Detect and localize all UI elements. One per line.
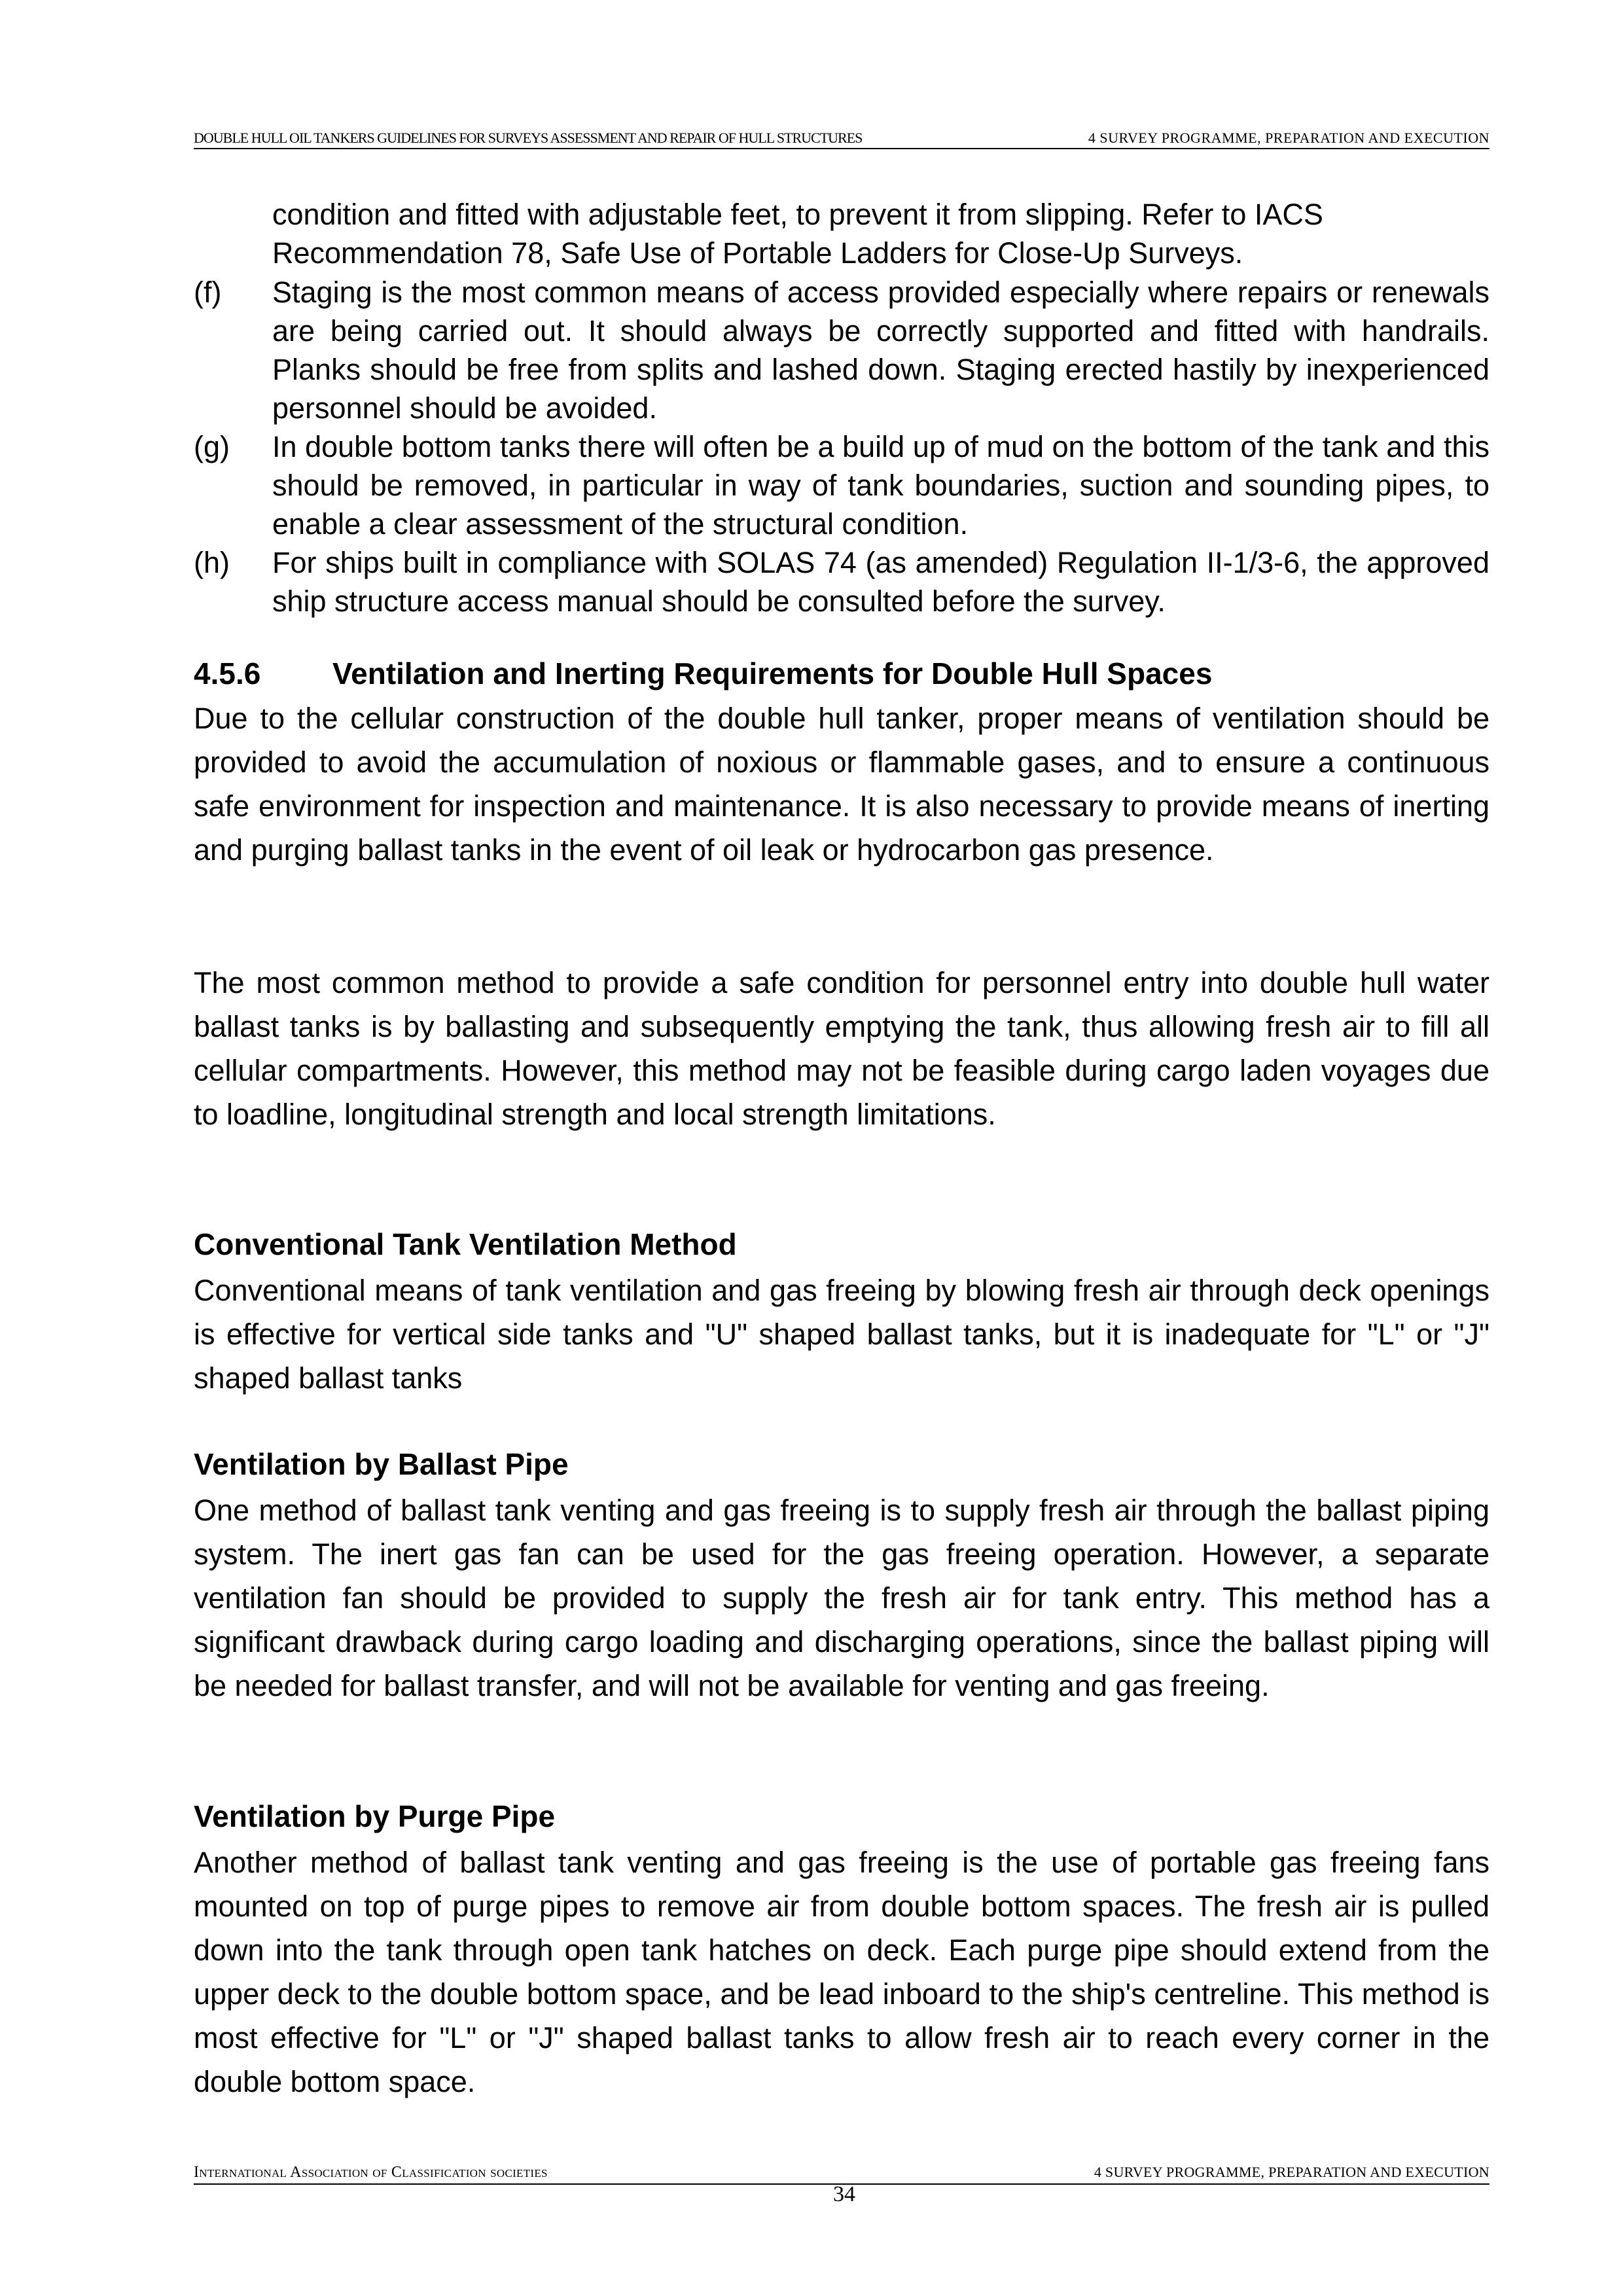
paragraph: The most common method to provide a safe condition for personnel entry into double hull water ballast tanks is by ballasting and subsequently emptying the tank, thus allowing fresh air to fill all cellular compartments. However, this method may not be feasible during cargo laden voyages due to loadline, longitudinal strength and local strength limitations. [194, 966, 1489, 1131]
header-rule [194, 148, 1489, 149]
subsection-heading: Conventional Tank Ventilation Method [194, 1227, 737, 1261]
section-number: 4.5.6 [194, 656, 261, 691]
section-title: Ventilation and Inerting Requirements for Double Hull Spaces [332, 656, 1213, 691]
paragraph: One method of ballast tank venting and gas freeing is to supply fresh air through the ballast piping system. The inert gas fan can be used for the gas freeing operation. However, a separate ventilation fan should be provided to supply the fresh air for tank entry. This method has a significant drawback during cargo loading and discharging operations, since the ballast piping will be needed for ballast transfer, and will not be available for venting and gas freeing. [194, 1494, 1489, 1702]
list-item-text: In double bottom tanks there will often be a build up of mud on the bottom of the tank and this should be removed, in particular in way of tank boundaries, suction and sounding pipes, to enable a clear assessment of the structural condition. [272, 430, 1489, 541]
list-item-label: (h) [194, 546, 230, 579]
page-number: 34 [833, 2182, 855, 2206]
list-item-label: (f) [194, 276, 222, 309]
header-document-title: DOUBLE HULL OIL TANKERS GUIDELINES FOR SURVEYS ASSESSMENT AND REPAIR OF HULL STRUCTURES [194, 130, 863, 146]
paragraph: Due to the cellular construction of the double hull tanker, proper means of ventilation should be provided to avoid the accumulation of noxious or flammable gases, and to ensure a continuous safe environment for inspection and maintenance. It is also necessary to provide means of inerting and purging ballast tanks in the event of oil leak or hydrocarbon gas presence. [194, 702, 1489, 867]
list-item-text: For ships built in compliance with SOLAS 74 (as amended) Regulation II-1/3-6, the approved ship structure access manual should be consulted before the survey. [272, 546, 1489, 618]
paragraph: Another method of ballast tank venting and gas freeing is the use of portable gas freeing fans mounted on top of purge pipes to remove air from double bottom spaces. The fresh air is pulled down into the tank through open tank hatches on deck. Each purge pipe should extend from the upper deck to the double bottom space, and be lead inboard to the ship's centreline. This method is most effective for "L" or "J" shaped ballast tanks to allow fresh air to reach every corner in the double bottom space. [194, 1846, 1489, 2098]
subsection-heading: Ventilation by Ballast Pipe [194, 1447, 569, 1481]
footer-chapter-title: 4 SURVEY PROGRAMME, PREPARATION AND EXECUTION [1094, 2164, 1489, 2180]
list-item-label: (g) [194, 430, 230, 463]
paragraph: Conventional means of tank ventilation and gas freeing by blowing fresh air through deck openings is effective for vertical side tanks and "U" shaped ballast tanks, but it is inadequate for "L" or "J" shaped ballast tanks [194, 1274, 1489, 1395]
footer-organization: International Association of Classification societies [194, 2164, 548, 2181]
list-item-text: Staging is the most common means of access provided especially where repairs or renewals are being carried out. It should always be correctly supported and fitted with handrails. Planks should be free from splits and lashed down. Staging erected hastily by inexperienced personnel should be avoided. [272, 276, 1489, 425]
continued-list-item-text: condition and fitted with adjustable feet, to prevent it from slipping. Refer to IACS Recommendation 78, Safe Use of Portable Ladders for Close-Up Surveys. [272, 198, 1323, 270]
header-chapter-title: 4 SURVEY PROGRAMME, PREPARATION AND EXECUTION [1088, 130, 1489, 146]
subsection-heading: Ventilation by Purge Pipe [194, 1799, 556, 1833]
running-header [194, 130, 1489, 151]
